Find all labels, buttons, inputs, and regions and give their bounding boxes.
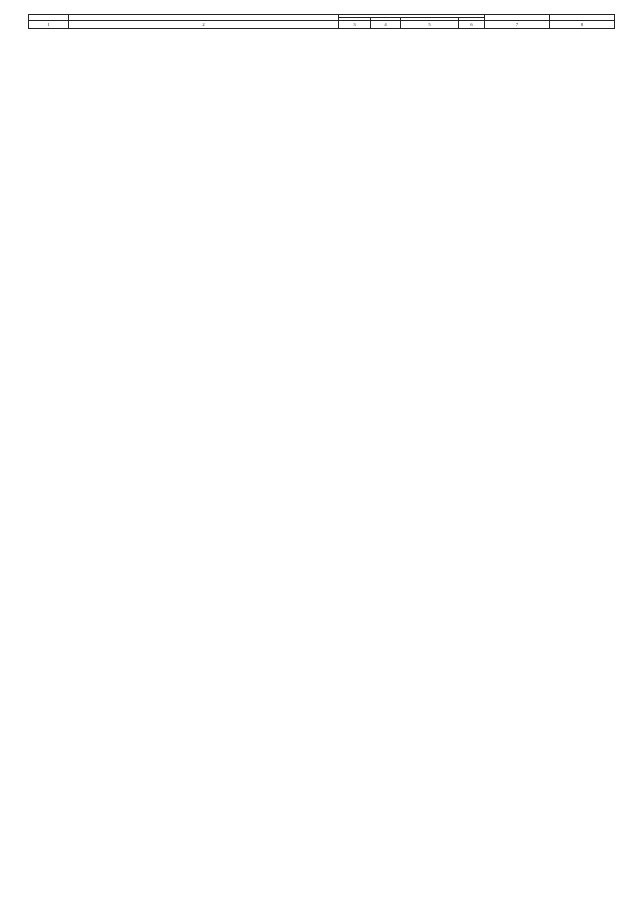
index-cell: 3 xyxy=(339,21,371,29)
index-cell: 2 xyxy=(69,21,339,29)
document-page xyxy=(28,14,614,29)
index-cell: 6 xyxy=(459,21,485,29)
index-cell: 7 xyxy=(485,21,550,29)
index-cell: 5 xyxy=(401,21,459,29)
index-row xyxy=(29,21,615,29)
index-cell: 4 xyxy=(371,21,401,29)
index-cell: 1 xyxy=(29,21,69,29)
budget-table xyxy=(28,14,615,29)
index-cell: 8 xyxy=(550,21,615,29)
